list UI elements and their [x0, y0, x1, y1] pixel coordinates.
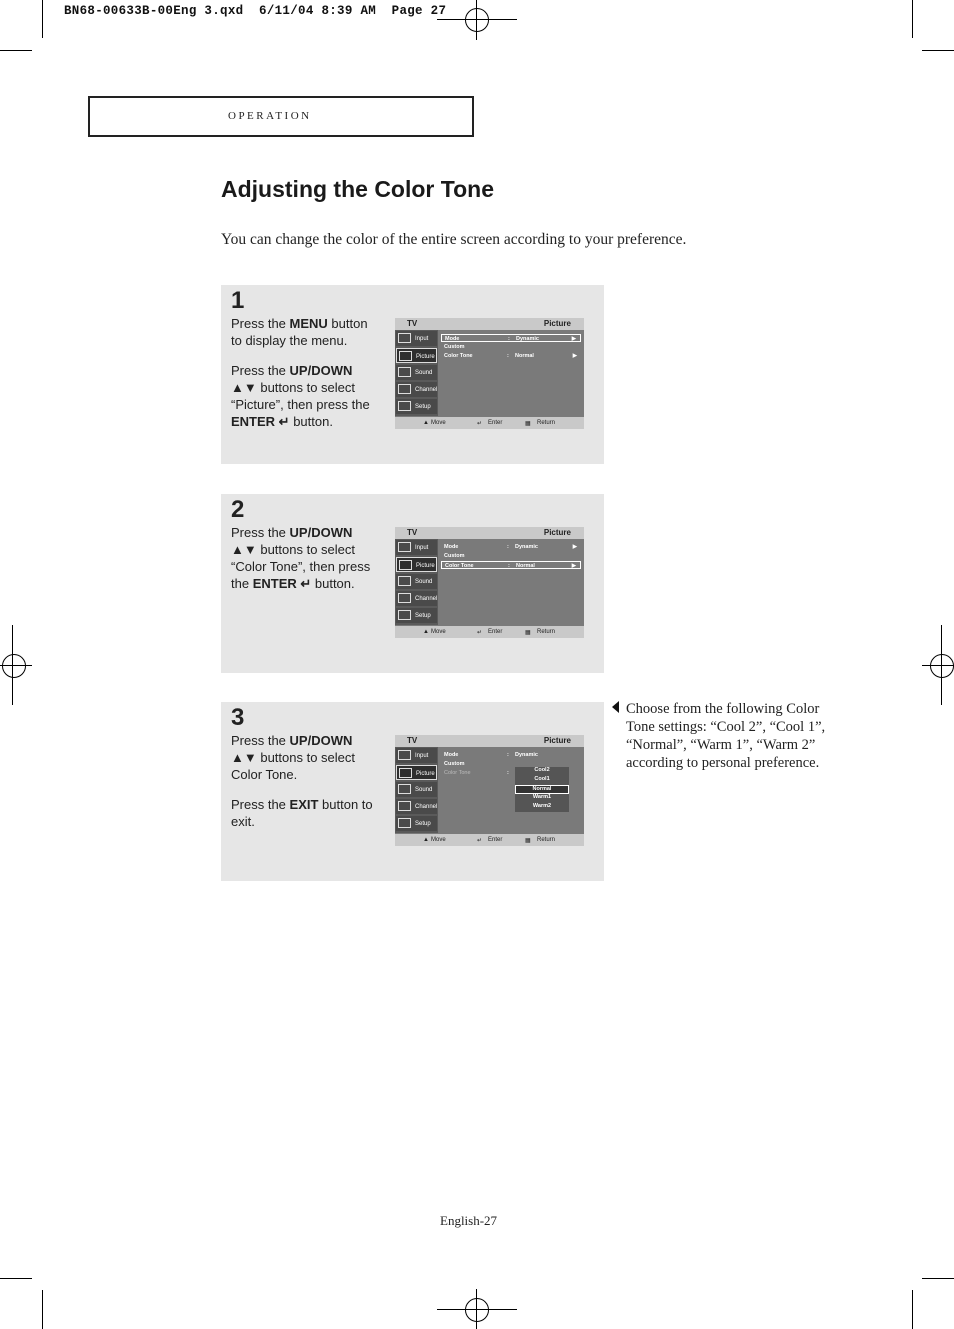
menu-row-label: Mode: [444, 544, 459, 550]
instruction-text: Press the: [231, 797, 290, 812]
crop-mark: [912, 1290, 913, 1329]
color-tone-option: Warm1: [532, 794, 552, 800]
color-tone-option: Warm2: [532, 803, 552, 809]
menu-row: [441, 343, 581, 351]
instruction-text: button to display the menu.: [231, 316, 368, 348]
crop-mark: [42, 0, 43, 38]
picture-icon: [399, 351, 412, 361]
menu-row-label: Color Tone: [444, 353, 473, 359]
menu-header: [395, 735, 584, 747]
menu-row-separator: :: [508, 336, 510, 342]
menu-row-value: Dynamic: [515, 752, 538, 758]
return-icon: ▦: [525, 630, 531, 636]
menu-sidebar-item: [396, 782, 437, 797]
triangle-left-icon: [612, 701, 619, 713]
menu-sidebar: [395, 747, 438, 833]
picture-icon: [399, 768, 412, 778]
menu-row-value: Dynamic: [516, 336, 539, 342]
step-panel-1: [221, 285, 604, 464]
enter-icon: ↵: [477, 838, 483, 844]
menu-header-left: TV: [407, 736, 418, 745]
input-icon: [398, 333, 411, 343]
menu-row: [441, 751, 581, 759]
instruction-text: buttons to select Color Tone.: [231, 750, 356, 782]
crop-mark: [476, 0, 477, 40]
button-name: UP/DOWN ▲▼: [231, 363, 353, 395]
registration-mark: [2, 654, 26, 678]
menu-header-left: TV: [407, 319, 418, 328]
menu-sidebar-item: [396, 540, 437, 555]
menu-sidebar-item: [396, 348, 437, 363]
crop-mark: [437, 19, 517, 20]
menu-row-value: Dynamic: [515, 544, 538, 550]
color-tone-dropdown: [515, 767, 569, 812]
step-number: 2: [231, 496, 245, 523]
menu-sidebar-item: [396, 574, 437, 589]
up-down-icon: ▲: [423, 629, 429, 635]
instruction-paragraph: [231, 796, 381, 830]
menu-footer: [395, 626, 584, 638]
menu-sidebar-label: Setup: [415, 821, 431, 827]
step-number: 1: [231, 287, 245, 314]
up-down-icon: ▲: [423, 420, 429, 426]
menu-sidebar: [395, 330, 438, 416]
instruction-paragraph: [231, 315, 381, 349]
menu-sidebar-label: Picture: [416, 563, 435, 569]
page-title: Adjusting the Color Tone: [221, 176, 494, 202]
channel-icon: [398, 801, 411, 811]
menu-header-left: TV: [407, 528, 418, 537]
crop-mark: [0, 50, 32, 51]
input-icon: [398, 542, 411, 552]
instruction-text: Press the: [231, 316, 290, 331]
menu-sidebar-item: [396, 365, 437, 380]
menu-sidebar-label: Channel: [415, 804, 438, 810]
menu-header-right: Picture: [543, 528, 571, 537]
menu-header-right: Picture: [543, 319, 571, 328]
menu-sidebar-item: [396, 399, 437, 414]
triangle-right-icon: ▶: [571, 563, 576, 569]
registration-mark: [465, 1298, 489, 1322]
menu-footer: [395, 417, 584, 429]
step-instructions: [231, 732, 381, 843]
button-name: ENTER ↵: [231, 414, 290, 429]
color-tone-option: Cool1: [534, 776, 550, 782]
section-heading-box: [88, 96, 474, 137]
color-tone-option: Cool2: [534, 767, 550, 773]
setup-icon: [398, 818, 411, 828]
setup-icon: [398, 610, 411, 620]
instruction-paragraph: [231, 524, 381, 592]
instruction-text: Press the: [231, 363, 290, 378]
footer-return: Return: [537, 629, 556, 635]
step-number: 3: [231, 704, 245, 731]
menu-sidebar-item: [396, 382, 437, 397]
menu-row-separator: :: [507, 770, 509, 776]
crop-mark: [922, 665, 954, 666]
crop-mark: [437, 1309, 517, 1310]
menu-sidebar: [395, 539, 438, 625]
menu-sidebar-item: [396, 608, 437, 623]
enter-icon: ↵: [477, 630, 483, 636]
input-icon: [398, 750, 411, 760]
menu-row-label: Mode: [444, 752, 459, 758]
menu-sidebar-label: Sound: [415, 787, 433, 793]
menu-row-label: Color Tone: [444, 770, 471, 776]
menu-sidebar-label: Channel: [415, 387, 438, 393]
footer-enter: Enter: [488, 629, 503, 635]
page-number: English-27: [440, 1213, 498, 1228]
menu-sidebar-label: Sound: [415, 370, 433, 376]
step-instructions: [231, 524, 381, 605]
enter-icon: ↵: [477, 421, 483, 427]
instruction-text: buttons to select “Picture”, then press the: [231, 380, 370, 412]
footer-return: Return: [537, 837, 556, 843]
registration-mark: [465, 8, 489, 32]
crop-mark: [922, 1278, 954, 1279]
menu-row-separator: :: [507, 353, 509, 359]
menu-row-separator: :: [508, 563, 510, 569]
instruction-text: button to exit.: [231, 797, 373, 829]
menu-sidebar-label: Picture: [416, 354, 435, 360]
color-tone-option: Normal: [515, 785, 569, 794]
menu-row-separator: :: [507, 544, 509, 550]
menu-row-label: Custom: [444, 344, 465, 350]
sound-icon: [398, 576, 411, 586]
section-heading: operation: [228, 106, 312, 123]
menu-sidebar-label: Picture: [416, 771, 435, 777]
menu-row-separator: :: [507, 752, 509, 758]
instruction-text: Press the: [231, 733, 290, 748]
menu-row-label: Color Tone: [445, 563, 474, 569]
sound-icon: [398, 367, 411, 377]
menu-sidebar-label: Input: [415, 545, 429, 551]
step-panel-2: [221, 494, 604, 673]
channel-icon: [398, 593, 411, 603]
crop-mark: [922, 50, 954, 51]
up-down-icon: ▲: [423, 837, 429, 843]
menu-sidebar-label: Input: [415, 336, 429, 342]
menu-sidebar-item: [396, 748, 437, 763]
menu-sidebar-item: [396, 799, 437, 814]
tv-menu-screen: [395, 527, 584, 638]
triangle-right-icon: ▶: [572, 544, 577, 550]
footer-enter: Enter: [488, 837, 503, 843]
triangle-right-icon: ▶: [571, 336, 576, 342]
menu-footer: [395, 834, 584, 846]
menu-header: [395, 318, 584, 330]
setup-icon: [398, 401, 411, 411]
button-name: UP/DOWN ▲▼: [231, 525, 353, 557]
menu-row-label: Custom: [444, 761, 465, 767]
instruction-text: button.: [289, 414, 333, 429]
intro-text: You can change the color of the entire screen according to your preference.: [221, 231, 687, 248]
print-header: BN68-00633B-00Eng 3.qxd 6/11/04 8:39 AM Page 27: [64, 4, 447, 18]
return-icon: ▦: [525, 421, 531, 427]
menu-sidebar-item: [396, 816, 437, 831]
crop-mark: [42, 1290, 43, 1329]
menu-row: [441, 352, 581, 360]
menu-sidebar-item: [396, 765, 437, 780]
menu-sidebar-item: [396, 557, 437, 572]
footer-move: Move: [431, 837, 446, 843]
return-icon: ▦: [525, 838, 531, 844]
step-panel-3: [221, 702, 604, 881]
menu-row: [441, 543, 581, 551]
crop-mark: [476, 1289, 477, 1329]
channel-icon: [398, 384, 411, 394]
button-name: MENU: [289, 316, 328, 331]
tv-menu-screen: [395, 318, 584, 429]
note-text: Choose from the following Color Tone settings: “Cool 2”, “Cool 1”, “Normal”, “Warm 1”, “Warm 2” according to personal preference.: [626, 701, 826, 771]
crop-mark: [12, 625, 13, 705]
footer-enter: Enter: [488, 420, 503, 426]
crop-mark: [941, 625, 942, 705]
instruction-paragraph: [231, 732, 381, 783]
menu-row: [441, 334, 581, 342]
footer-return: Return: [537, 420, 556, 426]
crop-mark: [912, 0, 913, 38]
sound-icon: [398, 784, 411, 794]
menu-sidebar-label: Sound: [415, 579, 433, 585]
footer-move: Move: [431, 629, 446, 635]
menu-sidebar-label: Setup: [415, 613, 431, 619]
instruction-text: Press the: [231, 525, 290, 540]
menu-header: [395, 527, 584, 539]
instruction-text: button.: [311, 576, 355, 591]
menu-sidebar-label: Channel: [415, 596, 438, 602]
menu-sidebar-label: Input: [415, 753, 429, 759]
button-name: ENTER ↵: [252, 576, 312, 591]
menu-header-right: Picture: [543, 736, 571, 745]
menu-sidebar-item: [396, 331, 437, 346]
picture-icon: [399, 560, 412, 570]
registration-mark: [930, 654, 954, 678]
menu-row-value: Normal: [516, 563, 535, 569]
menu-row: [441, 552, 581, 560]
crop-mark: [0, 1278, 32, 1279]
menu-row-value: Normal: [515, 353, 534, 359]
menu-sidebar-item: [396, 591, 437, 606]
menu-row-label: Custom: [444, 553, 465, 559]
tv-menu-screen: [395, 735, 584, 846]
instruction-paragraph: [231, 362, 381, 430]
menu-row: [441, 561, 581, 569]
button-name: UP/DOWN ▲▼: [231, 733, 353, 765]
button-name: EXIT: [289, 797, 319, 812]
step-instructions: [231, 315, 381, 443]
crop-mark: [0, 665, 32, 666]
menu-row-label: Mode: [445, 336, 460, 342]
footer-move: Move: [431, 420, 446, 426]
menu-sidebar-label: Setup: [415, 404, 431, 410]
triangle-right-icon: ▶: [572, 353, 577, 359]
instruction-text: buttons to select “Color Tone”, then press the: [231, 542, 371, 591]
